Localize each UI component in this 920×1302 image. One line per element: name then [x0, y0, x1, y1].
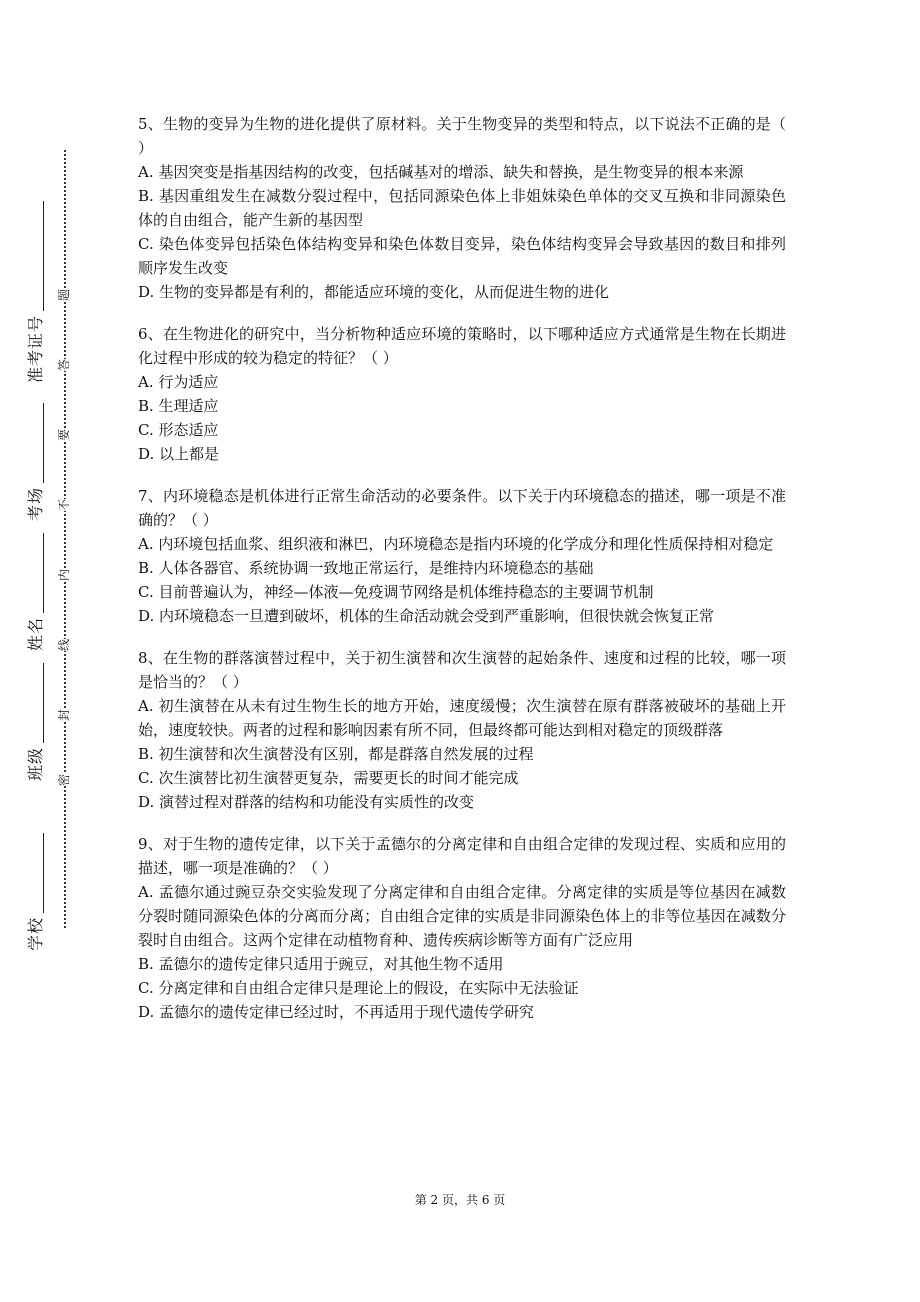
question-stem: 9、对于生物的遗传定律，以下关于孟德尔的分离定律和自由组合定律的发现过程、实质和应用的描述，哪一项是准确的？（ ） — [138, 835, 786, 877]
name-label: 姓名 — [26, 616, 45, 652]
seal-char: 内 — [57, 568, 71, 582]
question-7 — [138, 484, 786, 628]
option-d: D. 以上都是 — [138, 445, 220, 463]
option-c: C. 形态适应 — [138, 421, 219, 439]
question-stem: 6、在生物进化的研究中，当分析物种适应环境的策略时，以下哪种适应方式通常是生物在长期进化过程中形成的较为稳定的特征？（ ） — [138, 325, 786, 367]
seal-char: 不 — [57, 498, 71, 512]
school-blank — [43, 833, 44, 913]
option-b: B. 孟德尔的遗传定律只适用于豌豆，对其他生物不适用 — [138, 955, 504, 973]
option-b: B. 初生演替和次生演替没有区别，都是群落自然发展的过程 — [138, 745, 534, 763]
class-field — [28, 663, 44, 781]
question-6 — [138, 322, 786, 466]
question-9 — [138, 832, 786, 1024]
seal-char: 答 — [57, 358, 71, 372]
option-b: B. 人体各器官、系统协调一致地正常运行，是维持内环境稳态的基础 — [138, 559, 594, 577]
question-5 — [138, 112, 786, 304]
page-number: 第 2 页，共 6 页 — [414, 1193, 506, 1207]
option-a: A. 初生演替在从未有过生物生长的地方开始，速度缓慢；次生演替在原有群落被破坏的基础上开始，速度较快。两者的过程和影响因素有所不同，但最终都可能达到相对稳定的顶级群落 — [138, 697, 786, 739]
seal-char: 密 — [57, 773, 71, 787]
ticket-number-label: 准考证号 — [26, 314, 45, 384]
seal-char: 封 — [57, 708, 71, 722]
option-b: B. 生理适应 — [138, 397, 219, 415]
exam-room-field — [28, 403, 44, 521]
option-b: B. 基因重组发生在减数分裂过程中，包括同源染色体上非姐妹染色单体的交叉互换和非同源染色体的自由组合，能产生新的基因型 — [138, 187, 786, 229]
option-a: A. 行为适应 — [138, 373, 219, 391]
option-a: A. 孟德尔通过豌豆杂交实验发现了分离定律和自由组合定律。分离定律的实质是等位基因在减数分裂时随同源染色体的分离而分离；自由组合定律的实质是非同源染色体上的非等位基因在减数分裂时自由组合。这两个定律在动植物育种、遗传疾病诊断等方面有广泛应用 — [138, 883, 786, 949]
option-d: D. 演替过程对群落的结构和功能没有实质性的改变 — [138, 793, 475, 811]
seal-char: 要 — [57, 428, 71, 442]
exam-room-label: 考场 — [26, 486, 45, 522]
option-d: D. 内环境稳态一旦遭到破坏，机体的生命活动就会受到严重影响，但很快就会恢复正常 — [138, 607, 715, 625]
ticket-number-field — [28, 201, 44, 383]
seal-char: 题 — [57, 288, 71, 302]
name-field — [28, 533, 44, 651]
school-label: 学校 — [26, 916, 45, 952]
school-field — [28, 833, 44, 951]
option-c: C. 染色体变异包括染色体结构变异和染色体数目变异，染色体结构变异会导致基因的数目和排列顺序发生改变 — [138, 235, 786, 277]
option-d: D. 孟德尔的遗传定律已经过时，不再适用于现代遗传学研究 — [138, 1003, 535, 1021]
name-blank — [43, 533, 44, 613]
question-stem: 7、内环境稳态是机体进行正常生命活动的必要条件。以下关于内环境稳态的描述，哪一项是不准确的？（ ） — [138, 487, 786, 529]
option-a: A. 内环境包括血浆、组织液和淋巴，内环境稳态是指内环境的化学成分和理化性质保持相对稳定 — [138, 535, 774, 553]
ticket-number-blank — [43, 201, 44, 311]
binding-dotted-line — [64, 150, 66, 928]
option-d: D. 生物的变异都是有利的，都能适应环境的变化，从而促进生物的进化 — [138, 283, 610, 301]
question-stem: 5、生物的变异为生物的进化提供了原材料。关于生物变异的类型和特点，以下说法不正确的是（ ） — [138, 115, 786, 157]
exam-room-blank — [43, 403, 44, 483]
class-label: 班级 — [26, 746, 45, 782]
option-c: C. 次生演替比初生演替更复杂，需要更长的时间才能完成 — [138, 769, 519, 787]
class-blank — [43, 663, 44, 743]
question-8 — [138, 646, 786, 814]
option-c: C. 分离定律和自由组合定律只是理论上的假设，在实际中无法验证 — [138, 979, 579, 997]
option-a: A. 基因突变是指基因结构的改变，包括碱基对的增添、缺失和替换，是生物变异的根本来源 — [138, 163, 744, 181]
question-stem: 8、在生物的群落演替过程中，关于初生演替和次生演替的起始条件、速度和过程的比较，哪一项是恰当的？（ ） — [138, 649, 786, 691]
option-c: C. 目前普遍认为，神经—体液—免疫调节网络是机体维持稳态的主要调节机制 — [138, 583, 654, 601]
questions-area — [138, 112, 786, 1042]
seal-char: 线 — [57, 638, 71, 652]
